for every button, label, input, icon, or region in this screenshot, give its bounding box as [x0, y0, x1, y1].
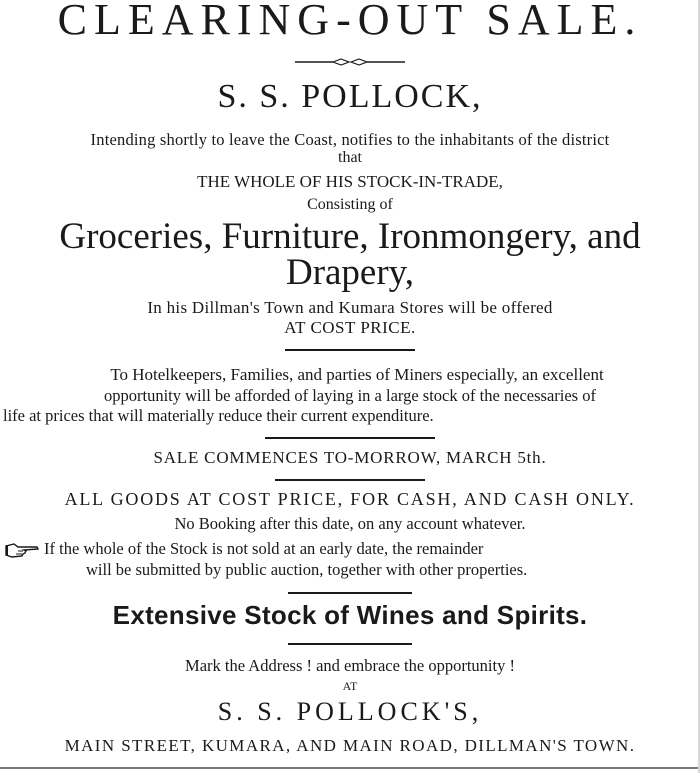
intro-line-1: Intending shortly to leave the Coast, notifies to the inhabitants of the district	[90, 130, 610, 149]
wines-heading: Extensive Stock of Wines and Spirits.	[112, 600, 588, 630]
headline: CLEARING-OUT SALE.	[57, 0, 643, 44]
intro-line-2: that	[338, 149, 362, 166]
closing-at: AT	[342, 679, 358, 693]
proprietor-name: S. S. POLLOCK,	[217, 78, 483, 115]
appeal-line-3: life at prices that will materially reduce their current expenditure.	[3, 406, 434, 425]
appeal-line-2: opportunity will be afforded of laying in a large stock of the necessaries of	[104, 386, 596, 405]
divider-rule	[288, 643, 412, 645]
closing-line-1: Mark the Address ! and embrace the opportunity !	[185, 656, 515, 675]
no-booking-note: No Booking after this date, on any account whatever.	[174, 514, 526, 533]
stores-line: In his Dillman's Town and Kumara Stores will be offered	[147, 298, 553, 317]
bottom-rule	[0, 767, 700, 769]
divider-rule	[275, 479, 425, 481]
cash-terms: ALL GOODS AT COST PRICE, FOR CASH, AND CASH ONLY.	[64, 489, 636, 509]
intro-line-3: THE WHOLE OF HIS STOCK-IN-TRADE,	[197, 172, 503, 191]
divider-rule	[285, 349, 415, 351]
divider-rule	[288, 592, 412, 594]
intro-line-4: Consisting of	[307, 196, 393, 213]
divider-rule	[265, 437, 435, 439]
closing-proprietor: S. S. POLLOCK'S,	[217, 697, 483, 726]
goods-line-1: Groceries, Furniture, Ironmongery, and	[59, 216, 641, 257]
ornament-divider-icon	[0, 56, 700, 72]
sale-start: SALE COMMENCES TO-MORROW, MARCH 5th.	[153, 448, 547, 467]
appeal-line-1: To Hotelkeepers, Families, and parties of Miners especially, an excellent	[110, 365, 604, 384]
auction-line-1: If the whole of the Stock is not sold at an early date, the remainder	[44, 539, 484, 558]
goods-line-2: Drapery,	[285, 252, 415, 293]
cost-price-line: AT COST PRICE.	[284, 318, 416, 337]
closing-address: MAIN STREET, KUMARA, AND MAIN ROAD, DILLMAN'S TOWN.	[64, 736, 636, 755]
auction-line-2: will be submitted by public auction, together with other properties.	[86, 560, 528, 579]
